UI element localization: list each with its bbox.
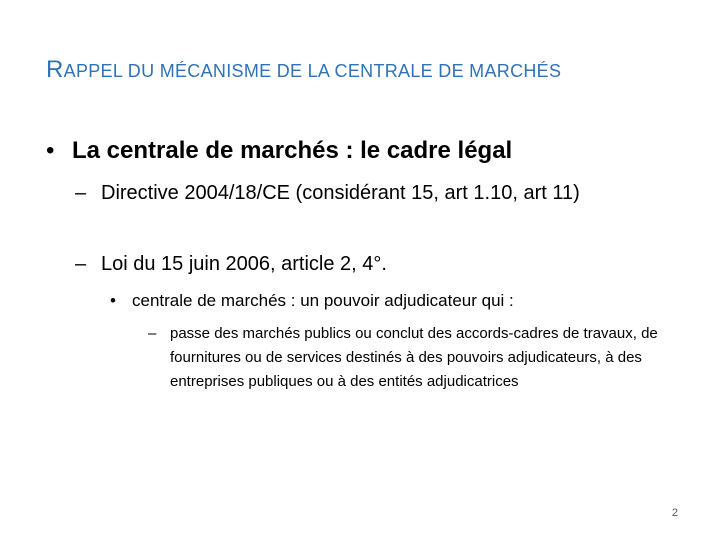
dash-marker: – xyxy=(148,325,157,342)
bullet-level2-directive xyxy=(75,180,675,207)
bullet-level2-loi xyxy=(75,251,675,278)
bullet-text-detail: passe des marchés publics ou conclut des accords-cadres de travaux, de fournitures ou de services destinés à des pouvoirs adjudicateurs, à des entreprises publiques ou à des entités adjudicatrices xyxy=(170,325,658,390)
dash-marker: – xyxy=(75,253,87,275)
slide-title xyxy=(46,56,706,84)
bullet-text-definition: centrale de marchés : un pouvoir adjudicateur qui : xyxy=(132,291,514,310)
title-rest: APPEL DU MÉCANISME DE LA CENTRALE DE MARCHÉS xyxy=(63,61,562,81)
bullet-marker: • xyxy=(46,137,55,164)
bullet-level4-detail xyxy=(148,322,688,394)
bullet-marker: • xyxy=(110,291,116,310)
bullet-level1 xyxy=(46,136,696,166)
bullet-text-cadre-legal: La centrale de marchés : le cadre légal xyxy=(72,137,513,164)
dash-marker: – xyxy=(75,182,87,204)
bullet-level3-definition xyxy=(110,289,690,313)
page-number: 2 xyxy=(671,507,678,519)
bullet-text-loi: Loi du 15 juin 2006, article 2, 4°. xyxy=(101,253,387,275)
bullet-text-directive: Directive 2004/18/CE (considérant 15, art 1.10, art 11) xyxy=(101,182,580,204)
title-first-letter: R xyxy=(46,56,64,83)
